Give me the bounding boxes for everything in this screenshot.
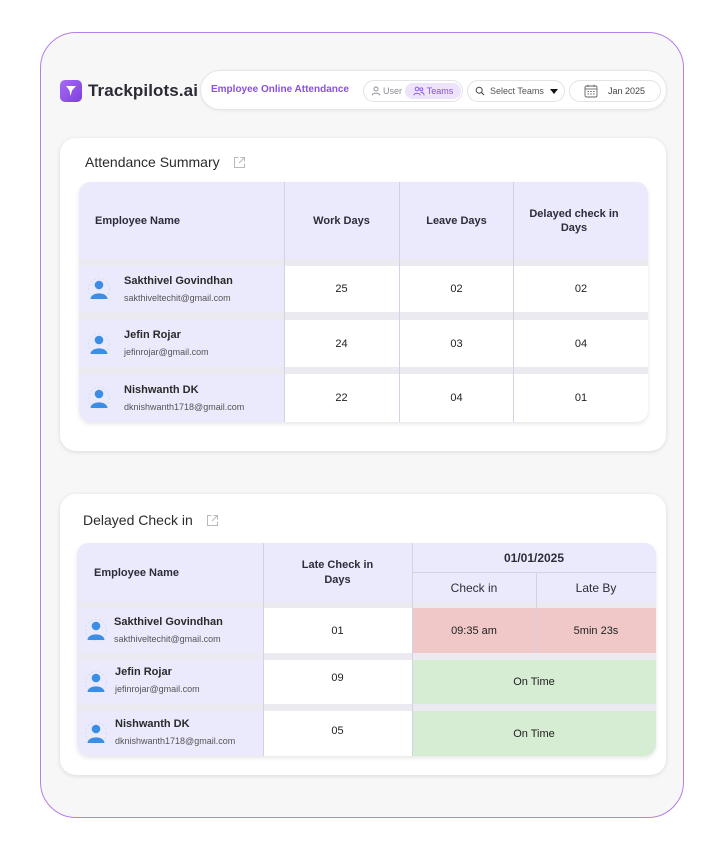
work-days-value: 22 <box>335 392 348 404</box>
table-row <box>77 608 263 653</box>
select-teams-placeholder: Select Teams <box>490 86 544 96</box>
select-teams-dropdown[interactable] <box>467 80 565 102</box>
delayed-days-value: 02 <box>574 283 588 295</box>
column-divider <box>399 182 400 422</box>
avatar-icon <box>88 278 110 300</box>
chevron-down-icon <box>550 89 558 94</box>
late-days-value: 01 <box>331 624 344 637</box>
col-late-by: Late By <box>536 573 656 602</box>
delayed-check-in-table <box>77 543 656 756</box>
leave-days-value: 03 <box>450 337 463 350</box>
employee-name: Sakthivel Govindhan <box>124 275 233 287</box>
user-toggle-button[interactable] <box>371 86 402 96</box>
employee-name: Jefin Rojar <box>115 666 172 678</box>
row-gap <box>77 704 656 711</box>
employee-email: jefinrojar@gmail.com <box>124 347 209 357</box>
col-late-check-in-days: Late Check in Days <box>263 543 412 602</box>
avatar-icon <box>85 671 107 693</box>
col-delayed-days: Delayed check in Days <box>514 182 634 259</box>
external-link-icon[interactable] <box>233 156 246 169</box>
employee-email: jefinrojar@gmail.com <box>115 684 200 694</box>
check-in-time: 09:35 am <box>412 608 536 653</box>
delayed-check-in-title: Delayed Check in <box>83 512 193 528</box>
avatar-icon <box>88 387 110 409</box>
column-divider <box>284 182 285 422</box>
user-icon <box>371 86 381 96</box>
avatar-icon <box>85 722 107 744</box>
column-divider <box>412 543 413 756</box>
row-gap <box>79 259 648 266</box>
delayed-days-value: 01 <box>574 392 588 404</box>
table-row <box>77 711 263 756</box>
col-work-days: Work Days <box>284 182 399 259</box>
column-divider <box>513 182 514 422</box>
attendance-summary-card <box>60 138 666 451</box>
table-row <box>79 374 284 422</box>
col-date: 01/01/2025 <box>412 543 656 572</box>
calendar-icon <box>584 84 598 98</box>
trackpilots-logo-icon <box>60 80 82 102</box>
row-gap <box>77 653 656 660</box>
row-gap <box>79 312 648 320</box>
on-time-status: On Time <box>412 711 656 756</box>
selected-month: Jan 2025 <box>608 86 646 96</box>
avatar-icon <box>88 333 110 355</box>
employee-name: Nishwanth DK <box>115 718 190 730</box>
leave-days-value: 02 <box>450 283 463 295</box>
late-by-value: 5min 23s <box>536 608 656 653</box>
delayed-days-value: 04 <box>574 337 588 350</box>
row-gap <box>79 367 648 374</box>
employee-name: Nishwanth DK <box>124 384 199 396</box>
table-row <box>77 660 263 704</box>
teams-toggle-button[interactable] <box>405 83 461 99</box>
on-time-status: On Time <box>412 660 656 704</box>
teams-toggle-label: Teams <box>426 86 454 96</box>
employee-email: dknishwanth1718@gmail.com <box>124 402 245 412</box>
col-check-in: Check in <box>412 573 536 602</box>
top-toolbar <box>200 70 667 110</box>
user-toggle-label: User <box>383 86 403 96</box>
brand-name: Trackpilots.ai <box>88 81 199 100</box>
col-employee-name: Employee Name <box>77 543 263 602</box>
table-row <box>79 266 284 312</box>
delayed-check-in-header <box>83 512 219 528</box>
attendance-summary-title: Attendance Summary <box>85 154 220 170</box>
attendance-summary-table <box>79 182 648 422</box>
employee-email: sakthiveltechit@gmail.com <box>124 293 231 303</box>
teams-icon <box>413 86 425 96</box>
brand[interactable] <box>60 80 198 102</box>
employee-email: sakthiveltechit@gmail.com <box>114 634 221 644</box>
late-days-value: 05 <box>331 725 344 737</box>
view-toggle <box>363 80 463 102</box>
external-link-icon[interactable] <box>206 514 219 527</box>
work-days-value: 25 <box>335 283 348 295</box>
col-leave-days: Leave Days <box>399 182 514 259</box>
delayed-check-in-card <box>60 494 666 775</box>
attendance-summary-header <box>85 154 246 170</box>
work-days-value: 24 <box>335 337 348 350</box>
employee-name: Jefin Rojar <box>124 329 181 341</box>
employee-name: Sakthivel Govindhan <box>114 616 223 628</box>
table-row <box>79 320 284 367</box>
column-divider <box>536 573 537 653</box>
page-title: Employee Online Attendance <box>211 84 349 95</box>
avatar-icon <box>85 619 107 641</box>
leave-days-value: 04 <box>450 392 463 404</box>
month-picker[interactable] <box>569 80 661 102</box>
late-days-value: 09 <box>331 672 344 684</box>
employee-email: dknishwanth1718@gmail.com <box>115 736 236 746</box>
search-icon <box>475 86 485 96</box>
column-divider <box>263 543 264 756</box>
col-employee-name: Employee Name <box>79 182 284 259</box>
